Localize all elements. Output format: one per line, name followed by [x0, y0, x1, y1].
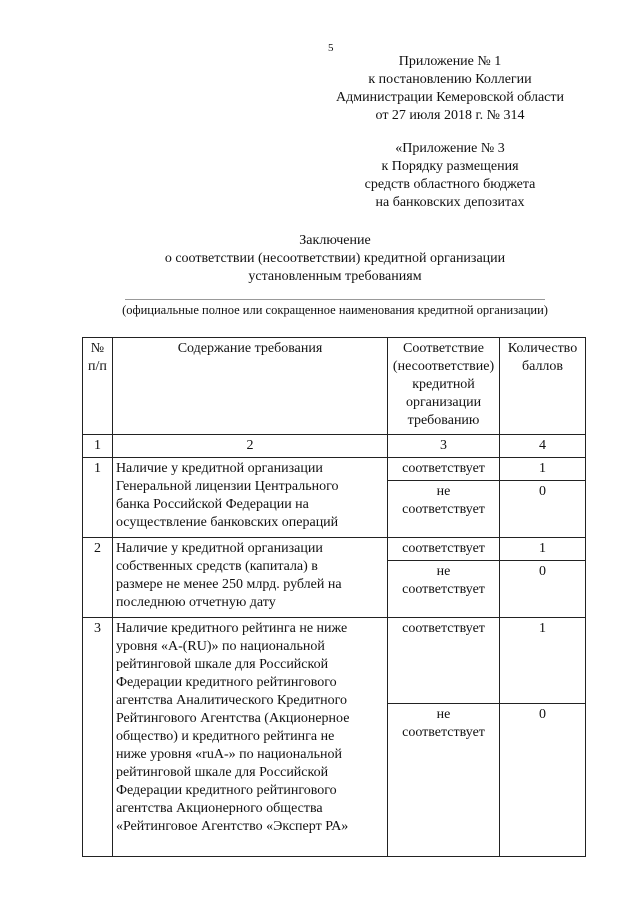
row-number: 2 — [83, 538, 113, 618]
compliance-no: не соответствует — [388, 481, 500, 538]
row-number: 3 — [83, 618, 113, 857]
annex-1-line: к постановлению Коллегии — [368, 72, 532, 87]
requirement-text: Наличие у кредитной организации Генеральной лицензии Центрального банка Российской Федерации на осуществление банковских операций — [112, 458, 387, 538]
page-number: 5 — [328, 42, 334, 54]
column-number: 3 — [388, 435, 500, 458]
compliance-yes: соответствует — [388, 458, 500, 481]
score-no: 0 — [500, 481, 586, 538]
row-number: 1 — [83, 458, 113, 538]
compliance-yes: соответствует — [388, 618, 500, 704]
header-content: Содержание требования — [112, 338, 387, 435]
title-line: Заключение — [299, 233, 371, 248]
table-row — [83, 538, 586, 561]
score-yes: 1 — [500, 458, 586, 481]
table-row — [83, 458, 586, 481]
title-line: о соответствии (несоответствии) кредитной организации — [164, 251, 506, 266]
annex-1-header — [300, 53, 600, 125]
annex-3-line: на банковских депозитах — [375, 195, 525, 210]
annex-1-line: от 27 июля 2018 г. № 314 — [375, 108, 525, 123]
score-no: 0 — [500, 561, 586, 618]
compliance-yes: соответствует — [388, 538, 500, 561]
header-num: № п/п — [83, 338, 113, 435]
score-yes: 1 — [500, 538, 586, 561]
document-title — [100, 232, 570, 286]
requirement-text: Наличие кредитного рейтинга не ниже уровня «A-(RU)» по национальной рейтинговой шкале для Российской Федерации кредитного рейтингового агентства Аналитического Кредитного Рейтингового Агентства (Акционерное общество) и кредитного рейтинга не ниже уровня «ruA-» по национальной рейтинговой шкале для Российской Федерации кредитного рейтингового агентства Акционерного общества «Рейтинговое Агентство «Эксперт РА» — [112, 618, 387, 857]
compliance-no: не соответствует — [388, 703, 500, 856]
score-no: 0 — [500, 703, 586, 856]
annex-3-line: к Порядку размещения — [381, 159, 519, 174]
annex-1-line: Администрации Кемеровской области — [336, 90, 564, 105]
score-yes: 1 — [500, 618, 586, 704]
annex-3-line: средств областного бюджета — [364, 177, 536, 192]
requirement-text: Наличие у кредитной организации собственных средств (капитала) в размере не менее 250 млрд. рублей на последнюю отчетную дату — [112, 538, 387, 618]
annex-3-line: «Приложение № 3 — [395, 141, 505, 156]
compliance-no: не соответствует — [388, 561, 500, 618]
annex-3-header — [300, 140, 600, 212]
column-number: 4 — [500, 435, 586, 458]
organization-name-line — [125, 299, 545, 300]
organization-name-caption: (официальные полное или сокращенное наименования кредитной организации) — [122, 303, 548, 317]
column-number: 2 — [112, 435, 387, 458]
title-line: установленным требованиям — [248, 269, 422, 284]
annex-1-line: Приложение № 1 — [398, 54, 502, 69]
table-row — [83, 618, 586, 704]
header-compliance: Соответствие (несоответствие) кредитной организации требованию — [388, 338, 500, 435]
column-number: 1 — [83, 435, 113, 458]
table-header-row — [83, 338, 586, 435]
column-number-row — [83, 435, 586, 458]
header-score: Количество баллов — [500, 338, 586, 435]
requirements-table — [82, 337, 586, 857]
